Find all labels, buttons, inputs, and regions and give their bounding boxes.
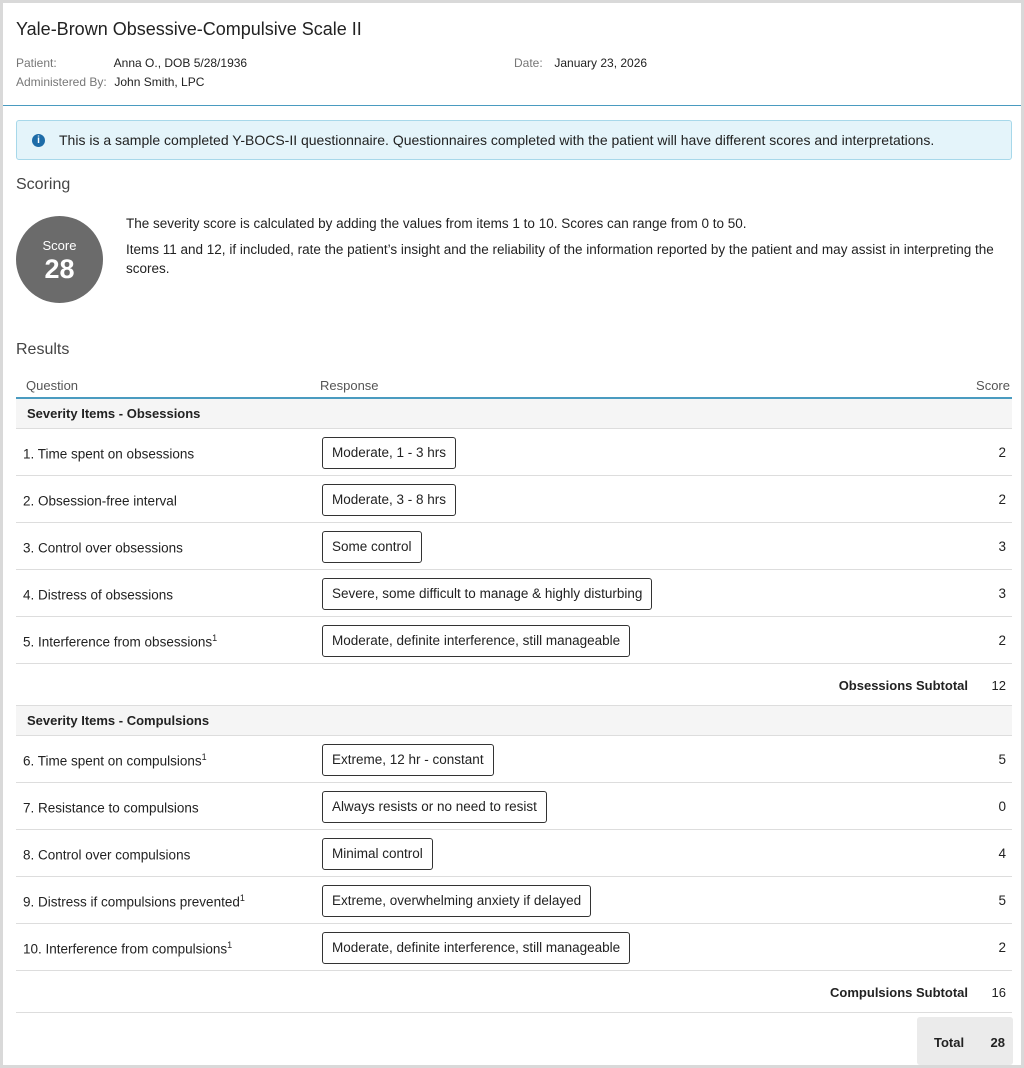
- question-text: 1. Time spent on obsessions: [23, 446, 195, 462]
- table-row: [16, 476, 1012, 523]
- item-score: 3: [998, 586, 1006, 601]
- date-meta: [514, 56, 647, 70]
- item-score: 0: [998, 799, 1006, 814]
- item-score: 4: [998, 846, 1006, 861]
- item-score: 2: [998, 492, 1006, 507]
- obsessions-subtotal-row: [16, 664, 1012, 706]
- obsessions-subtotal-label: Obsessions Subtotal: [838, 678, 968, 693]
- response-box: Extreme, overwhelming anxiety if delayed: [322, 885, 591, 917]
- response-box: Moderate, definite interference, still manageable: [322, 625, 630, 657]
- column-response: Response: [320, 378, 379, 393]
- page-title: Yale-Brown Obsessive-Compulsive Scale II: [16, 19, 362, 39]
- total-value: 28: [990, 1035, 1005, 1050]
- compulsions-subtotal-value: 16: [991, 985, 1006, 1000]
- scoring-description-2: Items 11 and 12, if included, rate the patient’s insight and the reliability of the information reported by the patient and may assist in interpreting the scores.: [126, 242, 994, 276]
- results-heading: Results: [16, 341, 70, 358]
- score-value: 28: [44, 254, 75, 284]
- table-row: [16, 924, 1012, 971]
- report-header: [3, 3, 1021, 106]
- item-score: 3: [998, 539, 1006, 554]
- table-row: [16, 570, 1012, 617]
- table-row: [16, 429, 1012, 476]
- scoring-heading: Scoring: [16, 176, 71, 193]
- question-text: 9. Distress if compulsions prevented$^1$: [23, 893, 245, 910]
- compulsions-subtotal-row: [16, 971, 1012, 1013]
- question-text: 8. Control over compulsions: [23, 847, 191, 863]
- total-score-box: [917, 1017, 1013, 1065]
- question-text: 5. Interference from obsessions$^1$: [23, 633, 218, 650]
- response-box: Always resists or no need to resist: [322, 791, 547, 823]
- item-score: 2: [998, 940, 1006, 955]
- response-box: Moderate, 3 - 8 hrs: [322, 484, 456, 516]
- question-text: 6. Time spent on compulsions$^1$: [23, 752, 207, 769]
- question-text: 10. Interference from compulsions$^1$: [23, 940, 233, 957]
- score-label: Score: [42, 238, 77, 253]
- table-row: [16, 736, 1012, 783]
- item-score: 5: [998, 752, 1006, 767]
- response-box: Extreme, 12 hr - constant: [322, 744, 494, 776]
- obsessions-subtotal-value: 12: [991, 678, 1006, 693]
- compulsions-subtotal-label: Compulsions Subtotal: [830, 985, 968, 1000]
- scoring-description-1: The severity score is calculated by adding the values from items 1 to 10. Scores can range from 0 to 50.: [126, 216, 747, 231]
- obsessions-group-header: Severity Items - Obsessions: [16, 399, 1012, 429]
- table-row: [16, 830, 1012, 877]
- patient-meta: [16, 56, 247, 70]
- question-text: 2. Obsession-free interval: [23, 493, 177, 509]
- administered-value: John Smith, LPC: [114, 75, 205, 89]
- administered-meta: [16, 75, 204, 89]
- info-icon: i: [32, 134, 45, 147]
- question-text: 7. Resistance to compulsions: [23, 800, 199, 816]
- item-score: 2: [998, 445, 1006, 460]
- question-text: 3. Control over obsessions: [23, 540, 183, 556]
- date-label: Date:: [514, 56, 543, 70]
- item-score: 2: [998, 633, 1006, 648]
- table-row: [16, 617, 1012, 664]
- response-box: Severe, some difficult to manage & highly disturbing: [322, 578, 652, 610]
- item-score: 5: [998, 893, 1006, 908]
- response-box: Minimal control: [322, 838, 433, 870]
- response-box: Moderate, 1 - 3 hrs: [322, 437, 456, 469]
- date-value: January 23, 2026: [554, 56, 648, 70]
- compulsions-group-header: Severity Items - Compulsions: [16, 706, 1012, 736]
- info-text: This is a sample completed Y-BOCS-II questionnaire. Questionnaires completed with the patient will have different scores and interpretations.: [59, 132, 935, 148]
- question-text: 4. Distress of obsessions: [23, 587, 174, 603]
- patient-label: Patient:: [16, 56, 57, 70]
- column-score: Score: [976, 378, 1010, 393]
- table-row: [16, 783, 1012, 830]
- table-row: [16, 523, 1012, 570]
- administered-label: Administered By:: [16, 75, 107, 89]
- response-box: Some control: [322, 531, 422, 563]
- column-question: Question: [26, 378, 79, 393]
- results-table-header: [16, 373, 1012, 399]
- sample-info-banner: [16, 120, 1012, 160]
- table-row: [16, 877, 1012, 924]
- score-badge: [16, 216, 103, 303]
- total-label: Total: [934, 1035, 965, 1050]
- response-box: Moderate, definite interference, still manageable: [322, 932, 630, 964]
- patient-value: Anna O., DOB 5/28/1936: [113, 56, 248, 70]
